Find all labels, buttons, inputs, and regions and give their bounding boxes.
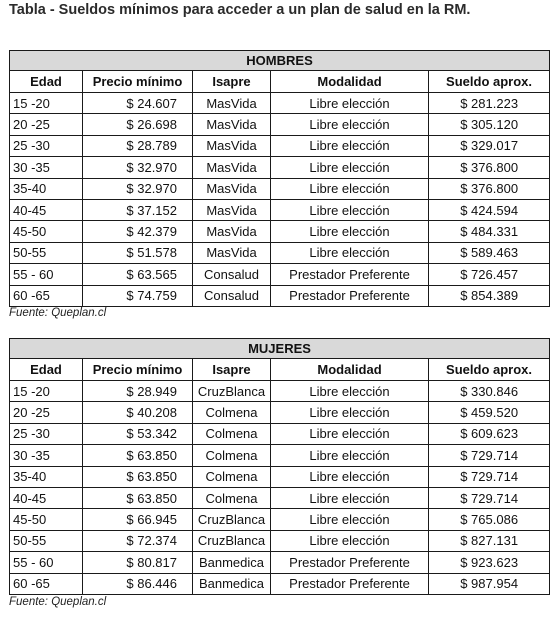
cell-precio: $ 28.789	[83, 135, 193, 156]
table-row	[10, 423, 550, 444]
cell-precio: $ 40.208	[83, 402, 193, 423]
table-row	[10, 552, 550, 573]
cell-modalidad: Libre elección	[271, 402, 429, 423]
cell-edad: 35-40	[10, 466, 83, 487]
cell-modalidad: Prestador Preferente	[271, 552, 429, 573]
cell-modalidad: Libre elección	[271, 381, 429, 402]
cell-precio: $ 24.607	[83, 93, 193, 114]
cell-precio: $ 72.374	[83, 530, 193, 551]
cell-modalidad: Libre elección	[271, 466, 429, 487]
cell-precio: $ 63.850	[83, 487, 193, 508]
column-header-sueldo: Sueldo aprox.	[429, 359, 550, 381]
cell-isapre: MasVida	[193, 114, 271, 135]
cell-isapre: MasVida	[193, 157, 271, 178]
column-header-precio: Precio mínimo	[83, 359, 193, 381]
cell-isapre: Colmena	[193, 487, 271, 508]
cell-precio: $ 28.949	[83, 381, 193, 402]
cell-modalidad: Libre elección	[271, 509, 429, 530]
table-row	[10, 285, 550, 306]
cell-isapre: CruzBlanca	[193, 381, 271, 402]
cell-edad: 45-50	[10, 509, 83, 530]
table-row	[10, 199, 550, 220]
cell-sueldo: $ 376.800	[429, 178, 550, 199]
cell-precio: $ 86.446	[83, 573, 193, 594]
group-header-mujeres: MUJERES	[10, 339, 550, 359]
group-header-hombres: HOMBRES	[10, 51, 550, 71]
cell-isapre: Banmedica	[193, 573, 271, 594]
cell-edad: 50-55	[10, 530, 83, 551]
cell-isapre: MasVida	[193, 242, 271, 263]
cell-edad: 30 -35	[10, 157, 83, 178]
source-note-hombres: Fuente: Queplan.cl	[9, 307, 107, 319]
table-body-mujeres	[10, 381, 550, 595]
cell-precio: $ 66.945	[83, 509, 193, 530]
cell-sueldo: $ 729.714	[429, 487, 550, 508]
column-header-modalidad: Modalidad	[271, 359, 429, 381]
cell-sueldo: $ 484.331	[429, 221, 550, 242]
cell-isapre: MasVida	[193, 199, 271, 220]
cell-sueldo: $ 765.086	[429, 509, 550, 530]
cell-precio: $ 63.850	[83, 466, 193, 487]
cell-precio: $ 26.698	[83, 114, 193, 135]
column-header-edad: Edad	[10, 359, 83, 381]
cell-sueldo: $ 424.594	[429, 199, 550, 220]
cell-isapre: Colmena	[193, 466, 271, 487]
table-row	[10, 93, 550, 114]
cell-sueldo: $ 923.623	[429, 552, 550, 573]
table-mujeres	[9, 338, 550, 595]
cell-sueldo: $ 827.131	[429, 530, 550, 551]
cell-modalidad: Libre elección	[271, 93, 429, 114]
cell-isapre: CruzBlanca	[193, 530, 271, 551]
cell-precio: $ 51.578	[83, 242, 193, 263]
cell-isapre: Consalud	[193, 264, 271, 285]
cell-precio: $ 80.817	[83, 552, 193, 573]
column-header-isapre: Isapre	[193, 359, 271, 381]
cell-precio: $ 63.565	[83, 264, 193, 285]
cell-isapre: MasVida	[193, 135, 271, 156]
cell-sueldo: $ 589.463	[429, 242, 550, 263]
cell-edad: 40-45	[10, 199, 83, 220]
cell-edad: 20 -25	[10, 402, 83, 423]
cell-edad: 15 -20	[10, 381, 83, 402]
cell-isapre: CruzBlanca	[193, 509, 271, 530]
table-row	[10, 402, 550, 423]
cell-modalidad: Libre elección	[271, 135, 429, 156]
cell-edad: 25 -30	[10, 135, 83, 156]
cell-sueldo: $ 729.714	[429, 466, 550, 487]
cell-modalidad: Libre elección	[271, 199, 429, 220]
cell-sueldo: $ 329.017	[429, 135, 550, 156]
cell-isapre: Colmena	[193, 445, 271, 466]
cell-modalidad: Libre elección	[271, 445, 429, 466]
cell-isapre: Consalud	[193, 285, 271, 306]
cell-edad: 35-40	[10, 178, 83, 199]
table-row	[10, 530, 550, 551]
cell-modalidad: Libre elección	[271, 157, 429, 178]
cell-edad: 55 - 60	[10, 264, 83, 285]
cell-edad: 55 - 60	[10, 552, 83, 573]
cell-precio: $ 74.759	[83, 285, 193, 306]
cell-edad: 50-55	[10, 242, 83, 263]
cell-sueldo: $ 729.714	[429, 445, 550, 466]
cell-precio: $ 32.970	[83, 178, 193, 199]
cell-modalidad: Prestador Preferente	[271, 573, 429, 594]
cell-isapre: MasVida	[193, 221, 271, 242]
table-row	[10, 573, 550, 594]
table-row	[10, 135, 550, 156]
cell-modalidad: Prestador Preferente	[271, 285, 429, 306]
table-row	[10, 242, 550, 263]
cell-sueldo: $ 854.389	[429, 285, 550, 306]
cell-precio: $ 63.850	[83, 445, 193, 466]
cell-sueldo: $ 305.120	[429, 114, 550, 135]
cell-modalidad: Libre elección	[271, 114, 429, 135]
cell-modalidad: Libre elección	[271, 487, 429, 508]
column-header-precio: Precio mínimo	[83, 71, 193, 93]
column-header-sueldo: Sueldo aprox.	[429, 71, 550, 93]
source-note-mujeres: Fuente: Queplan.cl	[9, 596, 107, 608]
cell-isapre: MasVida	[193, 178, 271, 199]
page-title: Tabla - Sueldos mínimos para acceder a un plan de salud en la RM.	[9, 2, 471, 18]
cell-precio: $ 53.342	[83, 423, 193, 444]
cell-sueldo: $ 987.954	[429, 573, 550, 594]
cell-edad: 60 -65	[10, 285, 83, 306]
cell-sueldo: $ 726.457	[429, 264, 550, 285]
cell-edad: 30 -35	[10, 445, 83, 466]
cell-modalidad: Libre elección	[271, 530, 429, 551]
column-header-edad: Edad	[10, 71, 83, 93]
cell-edad: 20 -25	[10, 114, 83, 135]
table-row	[10, 114, 550, 135]
cell-modalidad: Libre elección	[271, 221, 429, 242]
table-row	[10, 509, 550, 530]
cell-precio: $ 32.970	[83, 157, 193, 178]
cell-edad: 45-50	[10, 221, 83, 242]
table-row	[10, 466, 550, 487]
cell-sueldo: $ 459.520	[429, 402, 550, 423]
cell-sueldo: $ 376.800	[429, 157, 550, 178]
cell-precio: $ 37.152	[83, 199, 193, 220]
cell-modalidad: Libre elección	[271, 423, 429, 444]
cell-sueldo: $ 330.846	[429, 381, 550, 402]
column-header-modalidad: Modalidad	[271, 71, 429, 93]
cell-isapre: Colmena	[193, 423, 271, 444]
cell-edad: 40-45	[10, 487, 83, 508]
cell-precio: $ 42.379	[83, 221, 193, 242]
cell-sueldo: $ 609.623	[429, 423, 550, 444]
table-row	[10, 264, 550, 285]
cell-modalidad: Libre elección	[271, 242, 429, 263]
cell-modalidad: Prestador Preferente	[271, 264, 429, 285]
table-row	[10, 221, 550, 242]
cell-edad: 25 -30	[10, 423, 83, 444]
cell-isapre: Colmena	[193, 402, 271, 423]
table-row	[10, 157, 550, 178]
cell-sueldo: $ 281.223	[429, 93, 550, 114]
table-row	[10, 445, 550, 466]
table-row	[10, 381, 550, 402]
table-row	[10, 487, 550, 508]
cell-modalidad: Libre elección	[271, 178, 429, 199]
table-row	[10, 178, 550, 199]
column-header-isapre: Isapre	[193, 71, 271, 93]
table-body-hombres	[10, 93, 550, 307]
cell-edad: 60 -65	[10, 573, 83, 594]
cell-isapre: MasVida	[193, 93, 271, 114]
cell-edad: 15 -20	[10, 93, 83, 114]
table-hombres	[9, 50, 550, 307]
cell-isapre: Banmedica	[193, 552, 271, 573]
